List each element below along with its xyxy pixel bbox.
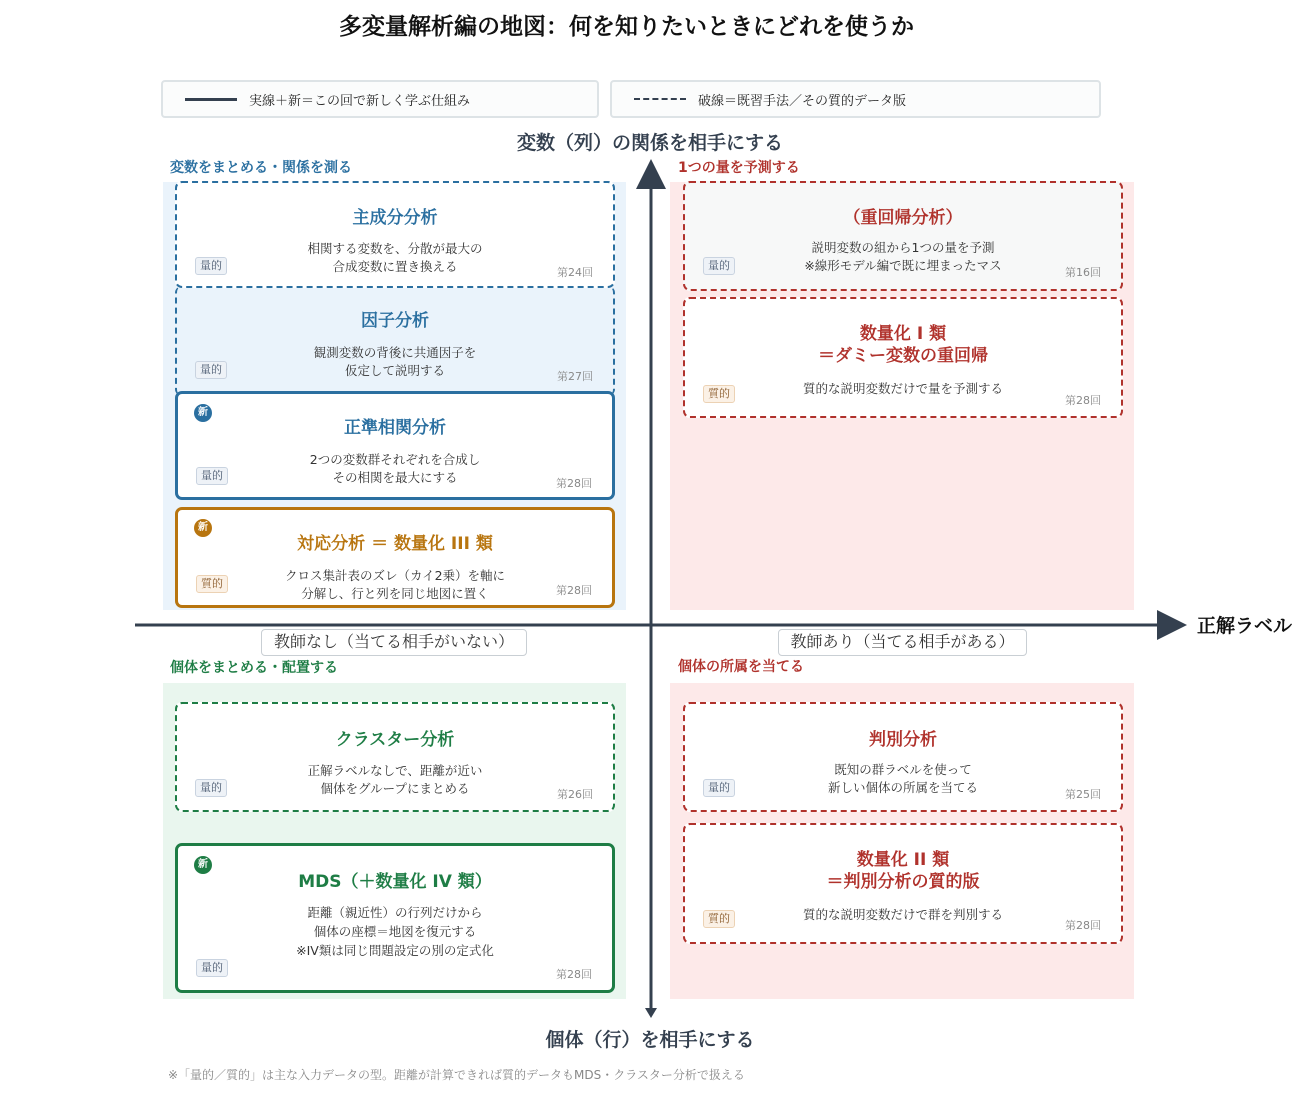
new-badge: 新 — [194, 404, 212, 422]
session-number: 第25回 — [1065, 788, 1101, 801]
card-discriminant — [683, 702, 1123, 812]
card-desc: 相関する変数を、分散が最大の 合成変数に置き換える — [307, 241, 483, 274]
session-number: 第27回 — [557, 370, 593, 383]
legend-dashed-label: 破線＝既習手法／その質的データ版 — [698, 93, 907, 109]
card-regression — [683, 181, 1123, 291]
quant-tag: 量的 — [195, 361, 227, 379]
card-mds — [175, 843, 615, 993]
group-label-bottom-left: 個体をまとめる・配置する — [170, 660, 338, 676]
card-title: MDS（＋数量化 IV 類） — [298, 872, 492, 892]
card-title: 対応分析 ＝ 数量化 III 類 — [297, 534, 493, 554]
card-quant1 — [683, 297, 1123, 418]
card-cluster — [175, 702, 615, 812]
footnote: ※「量的／質的」は主な入力データの型。距離が計算できれば質的データもMDS・クラスター分析で扱える — [168, 1068, 745, 1082]
vertical-axis-bottom-arrowhead — [645, 1008, 657, 1018]
card-desc: 説明変数の組から1つの量を予測 ※線形モデル編で既に埋まったマス — [804, 240, 1002, 273]
qual-tag: 質的 — [703, 385, 735, 403]
card-title: 主成分分析 — [352, 208, 438, 228]
card-title: クラスター分析 — [335, 730, 455, 750]
legend-solid-label: 実線＋新＝この回で新しく学ぶ仕組み — [249, 93, 471, 109]
card-title: （重回帰分析） — [843, 208, 963, 228]
card-desc: クロス集計表のズレ（カイ2乗）を軸に 分解し、行と列を同じ地図に置く — [284, 568, 506, 601]
group-label-top-right: 1つの量を予測する — [678, 160, 800, 176]
card-fa — [175, 286, 615, 396]
page-title: 多変量解析編の地図：何を知りたいときにどれを使うか — [339, 14, 914, 40]
session-number: 第28回 — [1065, 394, 1101, 407]
axis-bottom-label: 個体（行）を相手にする — [545, 1029, 755, 1051]
qual-tag: 質的 — [196, 575, 228, 593]
group-label-top-left: 変数をまとめる・関係を測る — [170, 160, 352, 176]
card-desc: 既知の群ラベルを使って 新しい個体の所属を当てる — [827, 762, 978, 795]
axis-right-label: 正解ラベル — [1197, 615, 1293, 637]
session-number: 第26回 — [557, 788, 593, 801]
card-desc: 正解ラベルなしで、距離が近い 個体をグループにまとめる — [307, 763, 483, 796]
quant-tag: 量的 — [195, 779, 227, 797]
card-pca — [175, 181, 615, 288]
session-number: 第28回 — [1065, 919, 1101, 932]
card-title: 正準相関分析 — [344, 418, 446, 438]
session-number: 第16回 — [1065, 266, 1101, 279]
group-label-bottom-right: 個体の所属を当てる — [678, 659, 804, 675]
card-quant2 — [683, 823, 1123, 944]
new-badge: 新 — [194, 519, 212, 537]
card-desc: 距離（親近性）の行列だけから 個体の座標＝地図を復元する ※IV類は同じ問題設定の別の定式化 — [296, 905, 494, 958]
session-number: 第24回 — [557, 266, 593, 279]
qual-tag: 質的 — [703, 910, 735, 928]
quant-tag: 量的 — [703, 779, 735, 797]
session-number: 第28回 — [556, 584, 592, 597]
session-number: 第28回 — [556, 477, 592, 490]
card-title: 数量化 II 類 ＝判別分析の質的版 — [826, 850, 980, 892]
card-title: 因子分析 — [361, 311, 429, 331]
quant-tag: 量的 — [196, 959, 228, 977]
card-desc: 2つの変数群それぞれを合成し その相関を最大にする — [309, 452, 481, 485]
card-desc: 質的な説明変数だけで群を判別する — [802, 907, 1003, 922]
quant-tag: 量的 — [195, 257, 227, 275]
axis-top-label: 変数（列）の関係を相手にする — [516, 132, 783, 154]
card-desc: 観測変数の背後に共通因子を 仮定して説明する — [313, 345, 477, 378]
card-title: 判別分析 — [869, 730, 937, 750]
new-badge: 新 — [194, 856, 212, 874]
session-number: 第28回 — [556, 968, 592, 981]
supervised-chip: 教師あり（当てる相手がある） — [778, 629, 1027, 656]
card-ca — [175, 507, 615, 608]
card-desc: 質的な説明変数だけで量を予測する — [802, 381, 1003, 396]
quant-tag: 量的 — [196, 467, 228, 485]
unsupervised-chip: 教師なし（当てる相手がいない） — [261, 629, 527, 656]
card-cca — [175, 391, 615, 500]
card-title: 数量化 I 類 ＝ダミー変数の重回帰 — [818, 324, 988, 366]
quant-tag: 量的 — [703, 257, 735, 275]
